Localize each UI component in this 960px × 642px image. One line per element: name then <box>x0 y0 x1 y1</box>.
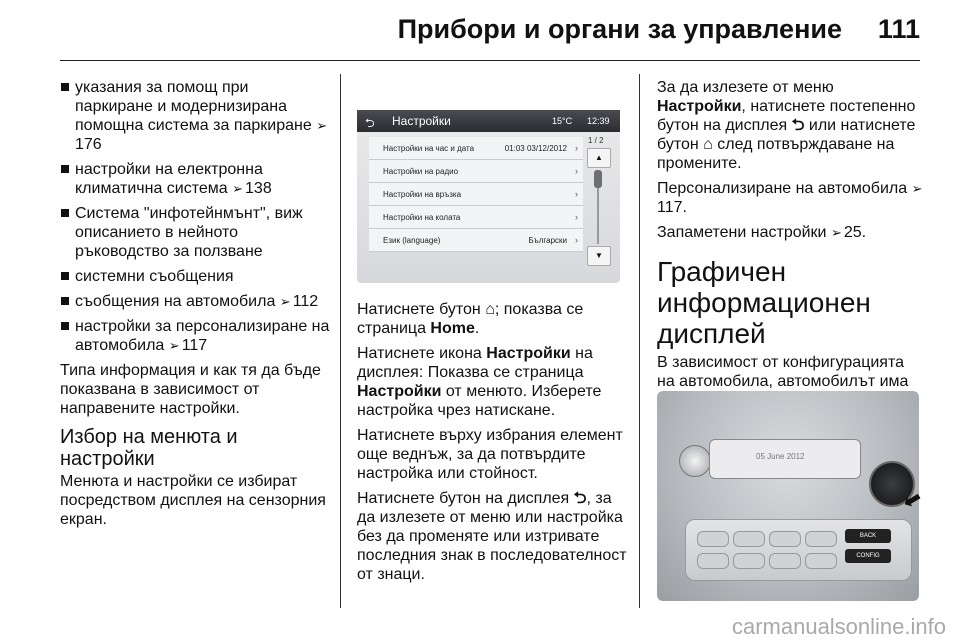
list-item: настройки за персонализиране на автомобила ➢ 117 <box>60 317 330 355</box>
screen-page-indicator: 1 / 2 <box>588 136 604 145</box>
reference-arrow-icon: ➢ <box>911 181 923 196</box>
paragraph: Персонализиране на автомобила ➢117. <box>657 180 923 216</box>
paragraph: В зависимост от конфигурацията на автомобила, автомобилът има <box>657 354 909 390</box>
page-reference[interactable]: 117 <box>181 337 208 354</box>
screen-title: Настройки <box>392 114 451 128</box>
paragraph: Менюта и настройки се избират посредством дисплея на сензорния екран. <box>60 473 326 528</box>
list-item: настройки на електронна климатична система ➢ 138 <box>60 160 330 198</box>
back-icon: ⮌ <box>791 117 805 134</box>
page-reference[interactable]: 176 <box>75 136 102 153</box>
display-date: 05 June 2012 <box>756 452 805 461</box>
page-number: 111 <box>877 14 920 44</box>
section-heading: Графичен информационен дисплей <box>657 256 871 349</box>
reference-arrow-icon: ➢ <box>232 181 244 196</box>
reference-arrow-icon: ➢ <box>316 118 328 133</box>
pointer-arrow-icon: ⬅ <box>897 484 927 516</box>
list-item: указания за помощ при паркиране и модернизирана помощна система за паркиране ➢176 <box>60 78 330 154</box>
reference-arrow-icon: ➢ <box>279 294 291 309</box>
right-column <box>657 78 925 435</box>
screen-settings-list <box>369 137 583 252</box>
header-rule <box>60 60 920 61</box>
settings-row: Настройки на радио › <box>369 160 583 183</box>
page-header <box>0 0 960 60</box>
page-reference[interactable]: 112 <box>292 293 319 310</box>
console-button <box>697 553 729 569</box>
console-button <box>805 531 837 547</box>
column-divider-2 <box>639 74 640 608</box>
home-icon: ⌂ <box>703 136 713 153</box>
volume-knob <box>679 445 711 477</box>
paragraph: Натиснете бутон ⌂; показва се страница Home. <box>357 301 584 337</box>
chevron-right-icon: › <box>575 212 578 222</box>
watermark: carmanualsonline.info <box>731 614 946 639</box>
paragraph: Натиснете върху избрания елемент още веднъж, за да потвърдите настройка или стойност. <box>357 427 623 482</box>
chevron-right-icon: › <box>575 189 578 199</box>
settings-screen-image <box>357 110 620 283</box>
home-icon: ⌂ <box>485 301 495 318</box>
page-reference[interactable]: 138 <box>245 180 272 197</box>
config-label: CONFIG <box>845 549 891 563</box>
reference-arrow-icon: ➢ <box>168 338 180 353</box>
section-heading: Избор на менюта и настройки <box>60 426 238 470</box>
screen-scroll-thumb <box>594 170 602 188</box>
chevron-right-icon: › <box>575 143 578 153</box>
console-button <box>805 553 837 569</box>
console-button <box>769 531 801 547</box>
chevron-right-icon: › <box>575 166 578 176</box>
list-item: системни съобщения <box>60 267 330 286</box>
screen-title-bar <box>357 110 620 132</box>
paragraph: За да излезете от меню Настройки, натиснете постепенно бутон на дисплея ⮌ или натиснете бутон ⌂ след потвърждаване на промените. <box>657 79 916 172</box>
column-divider-1 <box>340 74 341 608</box>
console-button <box>733 553 765 569</box>
page-reference[interactable]: 117. <box>657 199 687 216</box>
screen-time: 12:39 <box>587 116 610 126</box>
page-reference[interactable]: 25. <box>843 224 867 241</box>
console-button <box>733 531 765 547</box>
back-icon: ⮌ <box>573 490 587 507</box>
console-photo <box>657 391 927 601</box>
paragraph: Типа информация и как тя да бъде показвана в зависимост от направените настройки. <box>60 362 321 417</box>
middle-column <box>357 300 627 590</box>
scroll-down-icon: ▼ <box>587 246 611 266</box>
console-button <box>697 531 729 547</box>
settings-row: Настройки на колата › <box>369 206 583 229</box>
chevron-right-icon: › <box>575 235 578 245</box>
list-item: съобщения на автомобила ➢ 112 <box>60 292 330 311</box>
settings-row: Настройки на връзка › <box>369 183 583 206</box>
settings-row: Език (language) Български › <box>369 229 583 252</box>
reference-arrow-icon: ➢ <box>830 225 842 240</box>
left-column <box>60 78 330 535</box>
back-icon: ⮌ <box>365 116 375 130</box>
settings-row: Настройки на час и дата 01:03 03/12/2012 › <box>369 137 583 160</box>
paragraph: Запаметени настройки ➢ 25. <box>657 224 867 241</box>
list-item: Система "инфотейнмънт", виж описанието в нейното ръководство за ползване <box>60 204 330 261</box>
page-title: Прибори и органи за управление <box>397 14 842 44</box>
paragraph: Натиснете бутон на дисплея ⮌, за да излезете от меню или настройка без да променяте или изтривате последния знак в последователност от знаци. <box>357 490 627 583</box>
info-display <box>709 439 861 479</box>
screen-temperature: 15°C <box>552 116 573 126</box>
paragraph: Натиснете икона Настройки на дисплея: Показва се страница Настройки от менюто. Изберете настройка чрез натискане. <box>357 345 602 419</box>
scroll-up-icon: ▲ <box>587 148 611 168</box>
console-button <box>769 553 801 569</box>
back-label: BACK <box>845 529 891 543</box>
